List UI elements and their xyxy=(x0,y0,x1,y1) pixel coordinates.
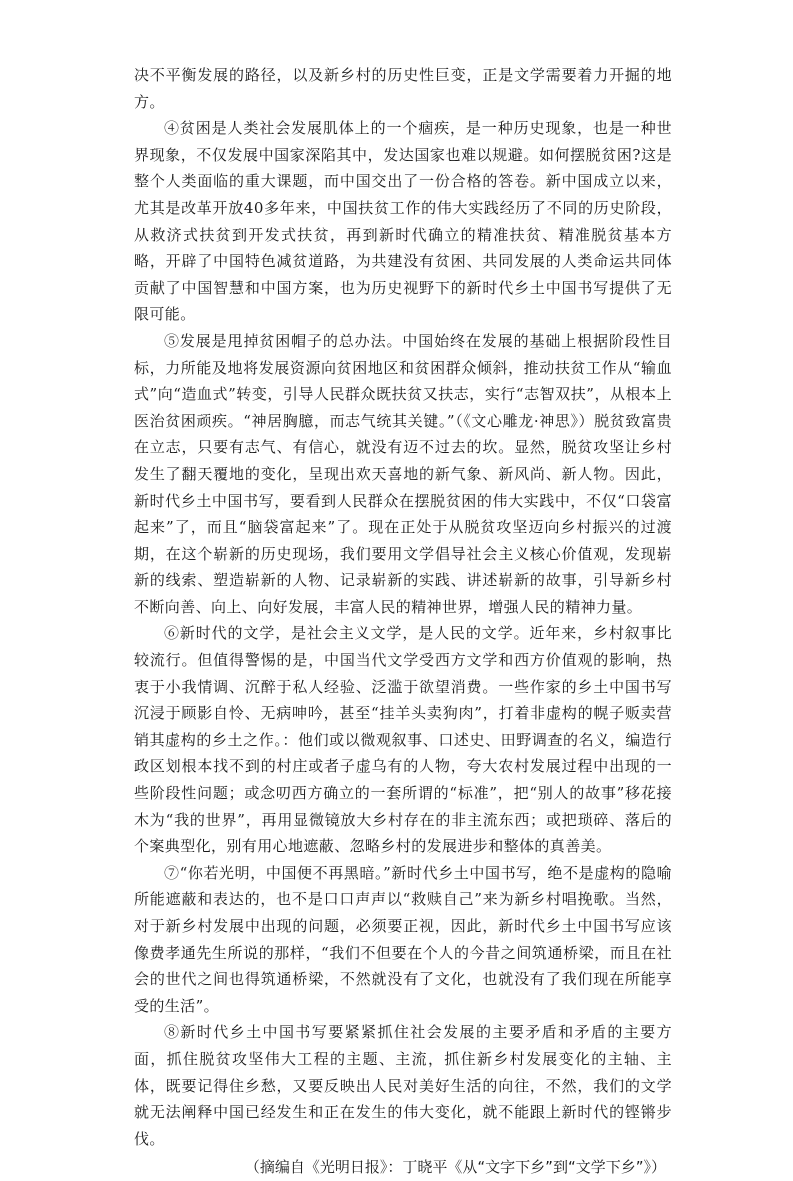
paragraph-8: ⑧新时代乡土中国书写要紧紧抓住社会发展的主要矛盾和矛盾的主要方面，抓住脱贫攻坚伟大工程的主题、主流，抓住新乡村发展变化的主轴、主体，既要记得住乡愁，又要反映出人民对美好生活的向往，不然，我们的文学就无法阐释中国已经发生和正在发生的伟大变化，就不能跟上新时代的铿锵步伐。 xyxy=(134,1023,672,1148)
source-citation: （摘编自《光明日报》：丁晓平《从“文字下乡”到“文学下乡”》） xyxy=(244,1158,666,1177)
article-body xyxy=(134,62,672,1181)
paragraph-4: ④贫困是人类社会发展肌体上的一个痼疾，是一种历史现象，也是一种世界现象，不仅发展中国家深陷其中，发达国家也难以规避。如何摆脱贫困?这是整个人类面临的重大课题，而中国交出了一份合格的答卷。新中国成立以来，尤其是改革开放40多年来，中国扶贫工作的伟大实践经历了不同的历史阶段，从救济式扶贫到开发式扶贫，再到新时代确立的精准扶贫、精准脱贫基本方略，开辟了中国特色减贫道路，为共建没有贫困、共同发展的人类命运共同体贡献了中国智慧和中国方案，也为历史视野下的新时代乡土中国书写提供了无限可能。 xyxy=(134,119,672,324)
paragraph-continuation: 决不平衡发展的路径，以及新乡村的历史性巨变，正是文学需要着力开掘的地方。 xyxy=(134,66,672,111)
paragraph-6: ⑥新时代的文学，是社会主义文学，是人民的文学。近年来，乡村叙事比较流行。但值得警惕的是，中国当代文学受西方文学和西方价值观的影响，热衷于小我情调、沉醉于私人经验、泛滥于欲望消费。一些作家的乡土中国书写沉浸于顾影自怜、无病呻吟，甚至“挂羊头卖狗肉”，打着非虚构的幌子贩卖营销其虚构的乡土之作。：他们或以微观叙事、口述史、田野调查的名义，编造行政区划根本找不到的村庄或者子虚乌有的人物，夸大农村发展过程中出现的一些阶段性问题；或念叨西方确立的一套所谓的“标准”，把“别人的故事”移花接木为“我的世界”，再用显微镜放大乡村存在的非主流东西；或把琐碎、落后的个案典型化，别有用心地遮蔽、忽略乡村的发展进步和整体的真善美。 xyxy=(134,624,672,856)
paragraph-5: ⑤发展是甩掉贫困帽子的总办法。中国始终在发展的基础上根据阶段性目标，力所能及地将发展资源向贫困地区和贫困群众倾斜，推动扶贫工作从“输血式”向“造血式”转变，引导人民群众既扶贫又扶志，实行“志智双扶”，从根本上医治贫困顽疾。“神居胸臆，而志气统其关键。”（《文心雕龙·神思》）脱贫致富贵在立志，只要有志气、有信心，就没有迈不过去的坎。显然，脱贫攻坚让乡村发生了翻天覆地的变化，呈现出欢天喜地的新气象、新风尚、新人物。因此，新时代乡土中国书写，要看到人民群众在摆脱贫困的伟大实践中，不仅“口袋富起来”了，而且“脑袋富起来”了。现在正处于从脱贫攻坚迈向乡村振兴的过渡期，在这个崭新的历史现场，我们要用文学倡导社会主义核心价值观，发现崭新的线索、塑造崭新的人物、记录崭新的实践、讲述崭新的故事，引导新乡村不断向善、向上、向好发展，丰富人民的精神世界，增强人民的精神力量。 xyxy=(134,331,672,616)
paragraph-7: ⑦“你若光明，中国便不再黑暗。”新时代乡土中国书写，绝不是虚构的隐喻所能遮蔽和表达的，也不是口口声声以“救赎自己”来为新乡村唱挽歌。当然，对于新乡村发展中出现的问题，必须要正视，因此，新时代乡土中国书写应该像费孝通先生所说的那样，“我们不但要在个人的今昔之间筑通桥梁，而且在社会的世代之间也得筑通桥梁，不然就没有了文化，也就没有了我们现在所能享受的生活”。 xyxy=(134,863,672,1015)
